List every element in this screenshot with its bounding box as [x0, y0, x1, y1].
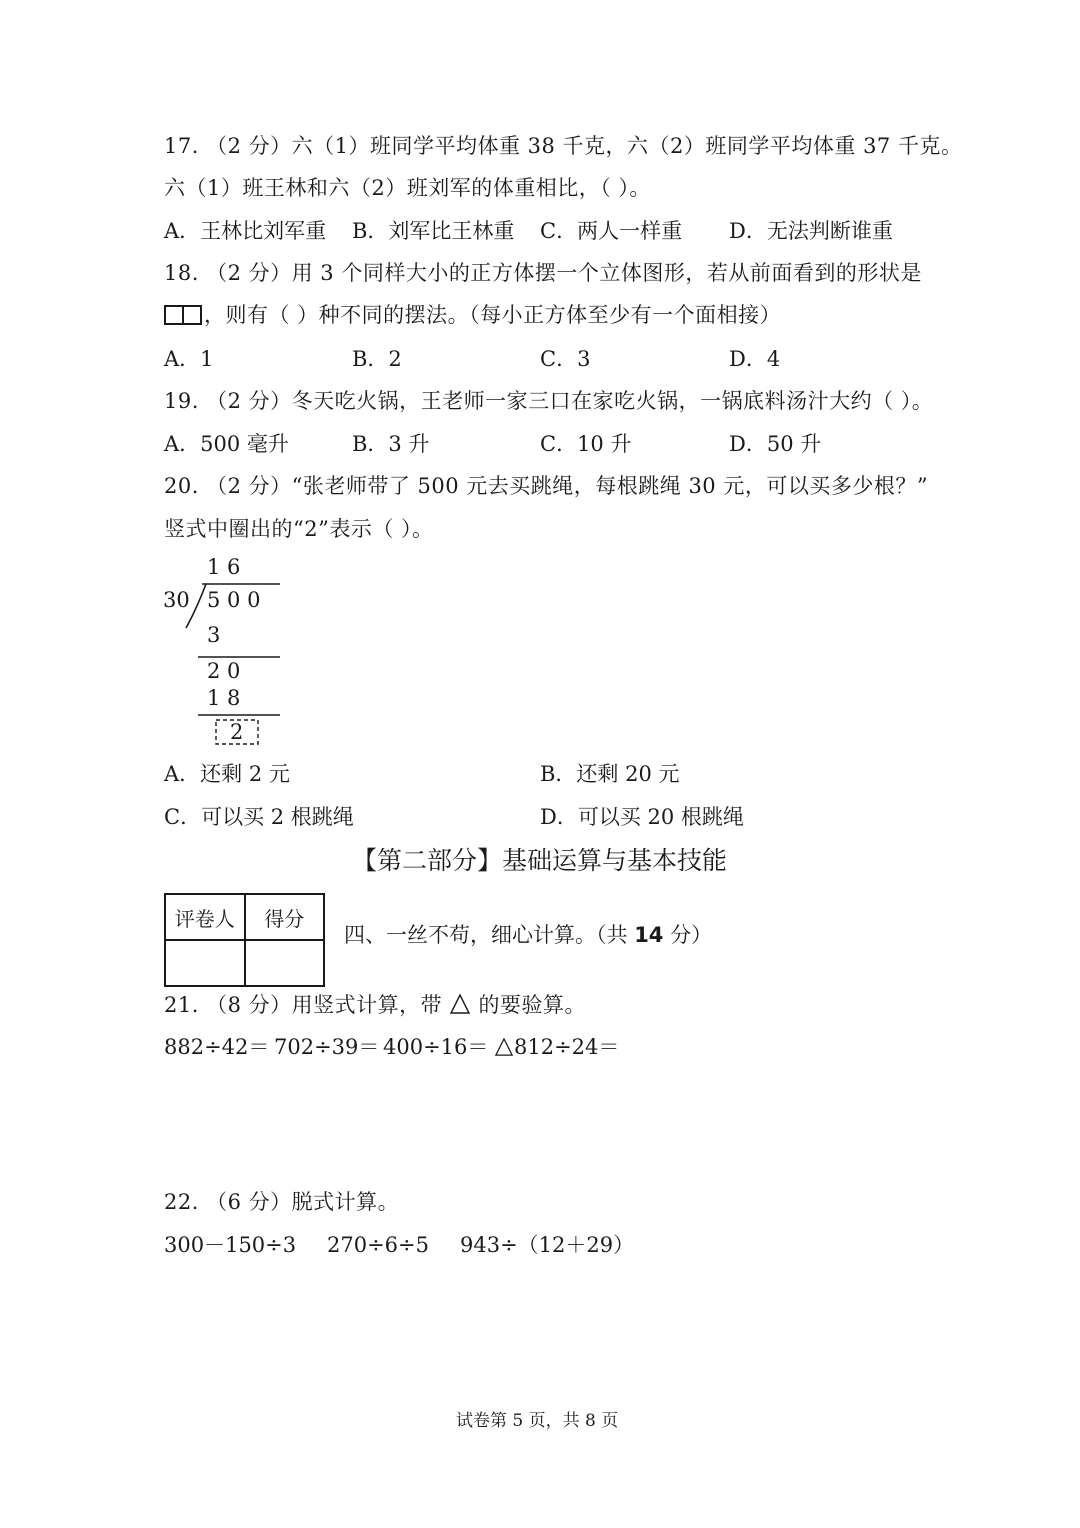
q21-line1	[164, 994, 586, 1016]
score-table	[164, 893, 325, 987]
front-view-squares-icon	[164, 305, 204, 325]
q19-option-b: B．3 升	[352, 432, 430, 456]
triangle-icon	[449, 994, 471, 1014]
q17-line1: 17. （2 分）六（1）班同学平均体重 38 千克，六（2）班同学平均体重 37 千克。	[164, 134, 963, 158]
q18-line2-wrap	[164, 305, 781, 326]
q19-option-a: A．500 毫升	[164, 432, 289, 456]
q21-item-2: 702÷39＝	[274, 1035, 380, 1059]
q20-option-c: C．可以买 2 根跳绳	[164, 805, 354, 829]
q18-line1: 18. （2 分）用 3 个同样大小的正方体摆一个立体图形，若从前面看到的形状是	[164, 261, 922, 285]
page-footer: 试卷第 5 页，共 8 页	[456, 1411, 619, 1431]
division-quotient: 1 6	[207, 555, 241, 579]
q17-line2: 六（1）班王林和六（2）班刘军的体重相比，（ ）。	[164, 176, 651, 200]
q22-item-2: 270÷6÷5	[327, 1233, 429, 1257]
score-table-header-grader: 评卷人	[165, 894, 245, 940]
score-table-score-cell[interactable]	[245, 940, 325, 986]
q20-option-d: D．可以买 20 根跳绳	[540, 805, 744, 829]
q18-option-c: C．3	[540, 347, 591, 371]
q21-item-4: 812÷24＝	[514, 1035, 620, 1059]
q17-option-b: B．刘军比王林重	[352, 219, 515, 243]
q17-option-c: C．两人一样重	[540, 219, 683, 243]
q21-prefix: 21. （8 分）用竖式计算，带	[164, 993, 443, 1017]
q20-option-b: B．还剩 20 元	[540, 762, 680, 786]
part4-prefix: 四、一丝不苟，细心计算。（共	[344, 923, 635, 947]
q20-option-a: A．还剩 2 元	[164, 762, 290, 786]
q20-line2: 竖式中圈出的“2”表示（ ）。	[164, 517, 434, 541]
q18-line2: ，则有（ ）种不同的摆法。（每小正方体至少有一个面相接）	[204, 303, 782, 327]
division-remainder: 2	[230, 720, 244, 744]
q21-suffix: 的要验算。	[478, 993, 586, 1017]
q19-option-d: D．50 升	[729, 432, 822, 456]
part4-suffix: 分）	[663, 923, 713, 947]
q21-item-1: 882÷42＝	[164, 1035, 270, 1059]
division-step3: 1 8	[207, 686, 241, 710]
q22-item-3: 943÷（12＋29）	[460, 1233, 635, 1257]
q18-option-d: D．4	[729, 347, 781, 371]
q19-option-c: C．10 升	[540, 432, 632, 456]
verify-triangle-icon	[494, 1038, 514, 1056]
score-table-grader-cell[interactable]	[165, 940, 245, 986]
q21-item-3: 400÷16＝	[383, 1035, 489, 1059]
q21-item-4-wrap	[494, 1037, 619, 1058]
division-dividend: 5 0 0	[207, 588, 261, 612]
section2-title: 【第二部分】基础运算与基本技能	[352, 846, 728, 875]
q19-line1: 19. （2 分）冬天吃火锅，王老师一家三口在家吃火锅，一锅底料汤汁大约（ ）。	[164, 389, 934, 413]
q17-option-a: A．王林比刘军重	[164, 219, 327, 243]
score-table-header-score: 得分	[245, 894, 325, 940]
division-step1: 3	[207, 623, 221, 647]
part4-heading	[344, 925, 712, 946]
q22-item-1: 300－150÷3	[164, 1233, 297, 1257]
q22-line1: 22. （6 分）脱式计算。	[164, 1190, 400, 1214]
division-divisor: 30	[163, 588, 190, 612]
long-division-figure	[160, 550, 300, 750]
q20-line1: 20. （2 分）“张老师带了 500 元去买跳绳，每根跳绳 30 元，可以买多少根？”	[164, 474, 929, 498]
q18-option-b: B．2	[352, 347, 402, 371]
division-step2: 2 0	[207, 659, 241, 683]
q18-option-a: A．1	[164, 347, 214, 371]
q17-option-d: D．无法判断谁重	[729, 219, 893, 243]
part4-score: 14	[634, 923, 664, 947]
